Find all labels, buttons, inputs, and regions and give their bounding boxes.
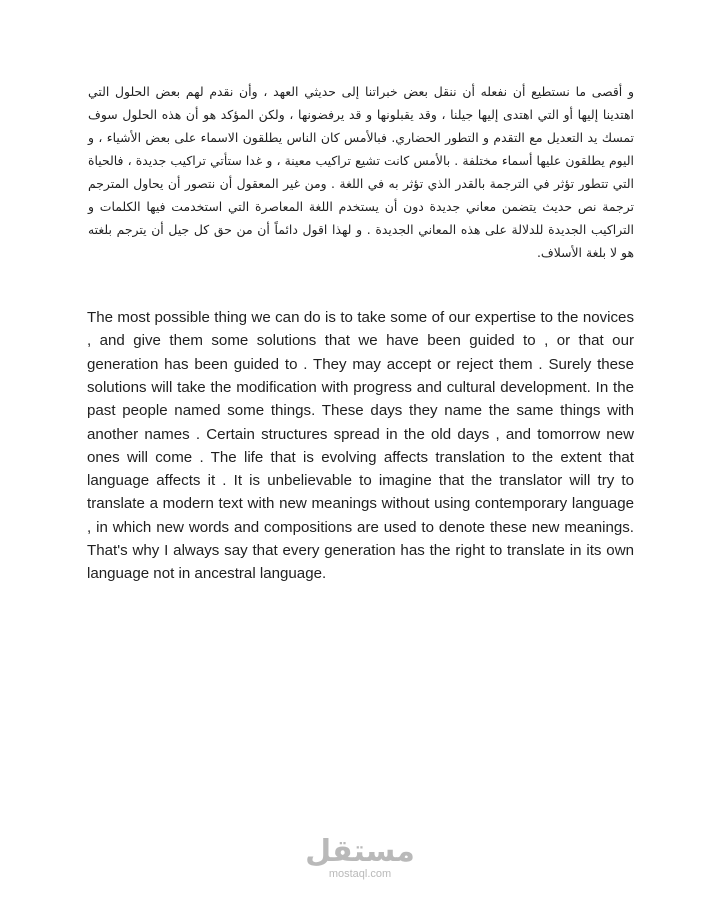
watermark-url: mostaql.com [328, 868, 392, 880]
english-paragraph: The most possible thing we can do is to take some of our expertise to the novices , and give them some solutions that we have been guided to , or that our generation has been guided to . They may accept or reject them . Surely these solutions will take the modification with progress and cultural development. In the past people named some things. These days they name the same things with another names . Certain structures spread in the old days , and tomorrow new ones will come . The life that is evolving affects translation to the extent that language affects it . It is unbelievable to imagine that the translator will try to translate a modern text with new meanings without using contemporary language , in which new words and compositions are used to denote these new meanings. That's why I always say that every generation has the right to translate in its own language not in ancestral language. [87, 309, 634, 583]
mostaql-watermark [300, 836, 420, 880]
arabic-paragraph: و أقصى ما نستطيع أن نفعله أن ننقل بعض خبراتنا إلى حديثي العهد ، وأن نقدم لهم بعض الحلول التي اهتدينا إليها أو التي اهتدى إليها جيلنا ، وقد يقبلونها و قد يرفضونها ، ولكن المؤكد هو أن هذه الحلول سوف تمسك يد التعديل مع التقدم و التطور الحضاري. فبالأمس كان الناس يطلقون الاسماء على بعض الأشياء ، و اليوم يطلقون عليها أسماء مختلفة . بالأمس كانت تشيع تراكيب معينة ، و غدا ستأتي تراكيب جديدة ، فالحياة التي تتطور تؤثر في الترجمة بالقدر الذي تؤثر به في اللغة . ومن غير المعقول أن نتصور أن يحاول المترجم ترجمة نص حديث يتضمن معاني جديدة دون أن يستخدم اللغة المعاصرة التي استخدمت فيها الكلمات و التراكيب الجديدة للدلالة على هذه المعاني الجديدة . و لهذا اقول دائماً أن من حق كل جيل أن يترجم بلغته هو لا بلغة الأسلاف. [88, 84, 634, 261]
watermark-logo: مستقل [305, 834, 415, 869]
